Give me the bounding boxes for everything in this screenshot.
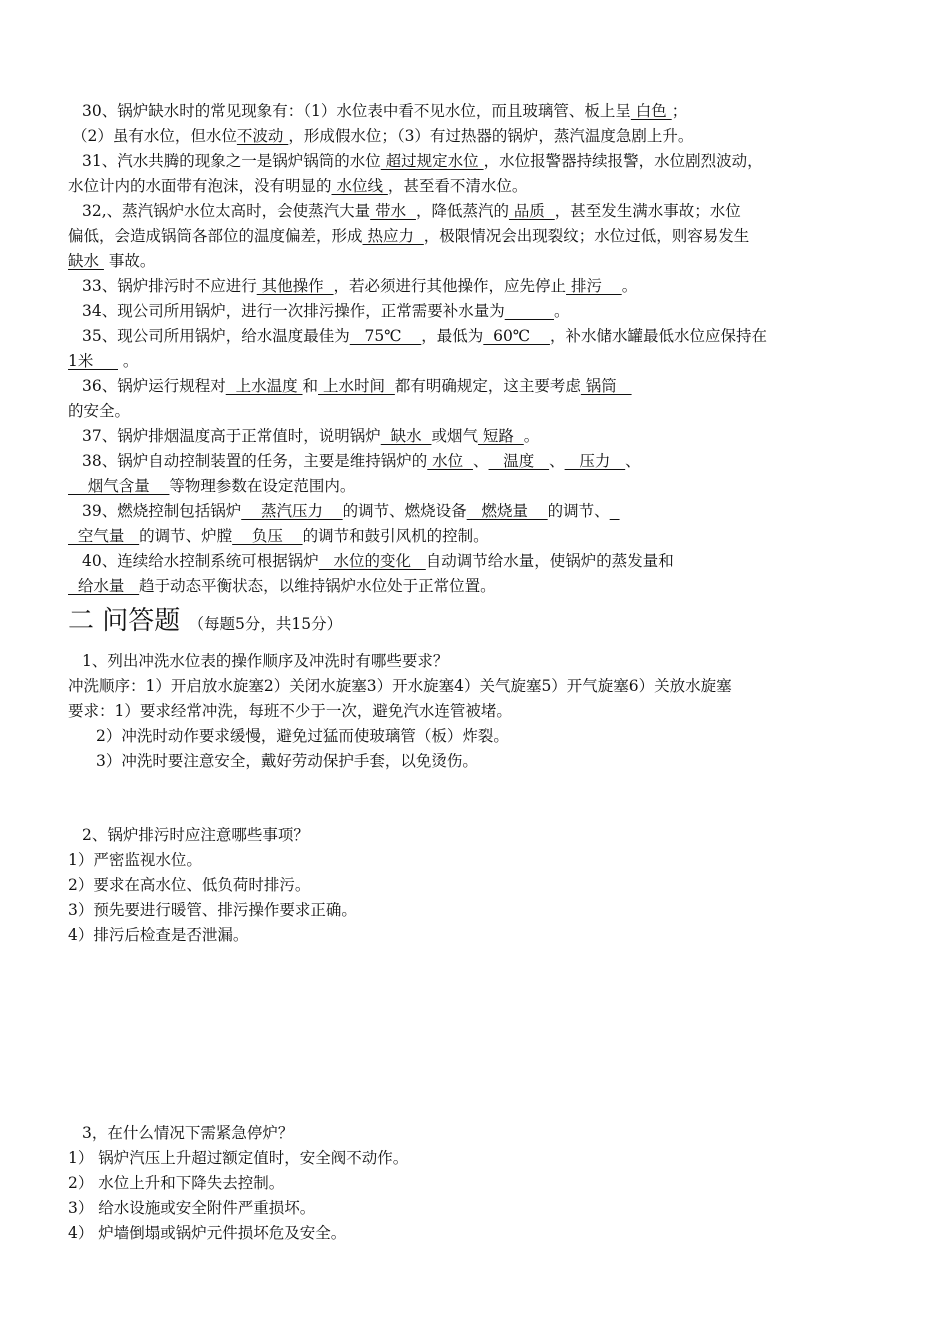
q32-answer-1: 带水 <box>370 202 416 220</box>
qa2-answer-3: 3）预先要进行暖管、排污操作要求正确。 <box>68 901 357 919</box>
qa1-requirement-3: 3）冲洗时要注意安全，戴好劳动保护手套，以免烫伤。 <box>96 752 478 770</box>
q38-answer-2: 温度 <box>488 452 550 470</box>
q36-text: 都有明确规定，这主要考虑 <box>394 377 581 395</box>
q32-answer-3: 热应力 <box>362 227 424 245</box>
q31-line-1 <box>82 150 763 172</box>
q35-answer-2: 60℃ <box>483 327 550 345</box>
qa3-answer-1: 1） 锅炉汽压上升超过额定值时，安全阀不动作。 <box>68 1149 409 1167</box>
q39-line-2 <box>68 525 489 547</box>
q38-text: 、 <box>473 452 489 470</box>
q32-line-2 <box>68 225 749 247</box>
q33-answer-1: 其他操作 <box>256 277 334 295</box>
q34-blank <box>505 302 554 320</box>
q35-text: 。 <box>118 352 139 370</box>
q36-answer-3: 锅筒 <box>580 377 632 395</box>
q35-answer-3: 1米 <box>68 352 118 370</box>
q31-line-2 <box>68 175 527 197</box>
q38-answer-4: 烟气含量 <box>68 477 170 495</box>
q40-text: 自动调节给水量，使锅炉的蒸发量和 <box>425 552 674 570</box>
q34-text: 34、现公司所用锅炉，进行一次排污操作，正常需要补水量为 <box>82 302 505 320</box>
q36-text: 和 <box>302 377 319 395</box>
q38-answer-1: 水位 <box>427 452 474 470</box>
q39-answer-4: 负压 <box>232 527 303 545</box>
q40-answer-1: 水位的变化 <box>318 552 426 570</box>
q37-text: 37、锅炉排烟温度高于正常值时，说明锅炉 <box>82 427 381 445</box>
q33-text: 33、锅炉排污时不应进行 <box>82 277 257 295</box>
q30-answer-2: 不波动 <box>236 127 289 145</box>
q40-line-1 <box>82 550 674 572</box>
q32-text: 偏低，会造成锅筒各部位的温度偏差，形成 <box>68 227 363 245</box>
q37-answer-2: 短路 <box>477 427 524 445</box>
q32-answer-4: 缺水 <box>68 252 104 270</box>
q31-answer-2: 水位线 <box>331 177 388 195</box>
q36-line-2: 的安全。 <box>68 402 131 420</box>
q39-text: 的调节、 <box>547 502 610 520</box>
q32-line-3 <box>68 250 155 272</box>
q35-text: 35、现公司所用锅炉，给水温度最佳为 <box>82 327 350 345</box>
q35-line-2 <box>68 350 138 372</box>
qa1-requirement-2: 2）冲洗时动作要求缓慢，避免过猛而使玻璃管（板）炸裂。 <box>96 727 509 745</box>
q35-text: ，补水储水罐最低水位应保持在 <box>549 327 767 345</box>
q30-text: 30、锅炉缺水时的常见现象有：（1）水位表中看不见水位，而且玻璃管、板上呈 <box>82 102 631 120</box>
qa2-answer-2: 2）要求在高水位、低负荷时排污。 <box>68 876 311 894</box>
q37-text: 。 <box>523 427 540 445</box>
q30-line-1 <box>82 100 687 122</box>
q38-text: 、 <box>549 452 565 470</box>
q31-text: ，甚至看不清水位。 <box>387 177 528 195</box>
q39-text: 的调节和鼓引风机的控制。 <box>302 527 489 545</box>
q34-line <box>82 300 570 322</box>
q39-answer-2: 燃烧量 <box>466 502 548 520</box>
q32-text: ，甚至发生满水事故；水位 <box>554 202 741 220</box>
q30-text: ，形成假水位；（3）有过热器的锅炉，蒸汽温度急剧上升。 <box>288 127 694 145</box>
section-score-note: （每题5分，共15分） <box>188 615 343 633</box>
q32-text: ，降低蒸汽的 <box>415 202 509 220</box>
q35-text: ，最低为 <box>421 327 484 345</box>
q31-text: 31、汽水共腾的现象之一是锅炉锅筒的水位 <box>82 152 381 170</box>
q38-line-1 <box>82 450 641 472</box>
q30-text: （2）虽有水位，但水位 <box>72 127 237 145</box>
section-heading <box>68 604 342 641</box>
qa3-answer-2: 2） 水位上升和下降失去控制。 <box>68 1174 285 1192</box>
q39-answer-3: 空气量 <box>68 527 140 545</box>
q36-line-1 <box>82 375 632 397</box>
q30-text: ； <box>671 102 688 120</box>
qa3-answer-3: 3） 给水设施或安全附件严重损坏。 <box>68 1199 316 1217</box>
q35-answer-1: 75℃ <box>349 327 422 345</box>
q40-answer-2: 给水量 <box>68 577 140 595</box>
q31-text: ，水位报警器持续报警，水位剧烈波动， <box>483 152 763 170</box>
q31-text: 水位计内的水面带有泡沫，没有明显的 <box>68 177 332 195</box>
q40-line-2 <box>68 575 496 597</box>
q39-answer-1: 蒸汽压力 <box>241 502 343 520</box>
q39-line-1 <box>82 500 620 522</box>
q39-text: 的调节、燃烧设备 <box>342 502 467 520</box>
q38-text: 38、锅炉自动控制装置的任务，主要是维持锅炉的 <box>82 452 428 470</box>
q32-line-1 <box>82 200 741 222</box>
q35-line-1 <box>82 325 767 347</box>
q37-text: 或烟气 <box>431 427 478 445</box>
q37-answer-1: 缺水 <box>380 427 432 445</box>
q33-line <box>82 275 637 297</box>
q34-text: 。 <box>554 302 570 320</box>
qa3-answer-4: 4） 炉墙倒塌或锅炉元件损坏危及安全。 <box>68 1224 347 1242</box>
qa2-question: 2、锅炉排污时应注意哪些事项？ <box>82 826 309 844</box>
qa1-order: 冲洗顺序：1）开启放水旋塞2）关闭水旋塞3）开水旋塞4）关气旋塞5）开气旋塞6）关放水旋塞 <box>68 677 732 695</box>
qa2-answer-4: 4）排污后检查是否泄漏。 <box>68 926 249 944</box>
q32-text: 32,、蒸汽锅炉水位太高时，会使蒸汽大量 <box>82 202 371 220</box>
q30-line-2 <box>72 125 693 147</box>
q40-text: 趋于动态平衡状态，以维持锅炉水位处于正常位置。 <box>139 577 496 595</box>
q37-line <box>82 425 539 447</box>
qa2-answer-1: 1）严密监视水位。 <box>68 851 202 869</box>
q36-answer-1: 上水温度 <box>225 377 303 395</box>
q32-text: 事故。 <box>103 252 156 270</box>
q30-answer-1: 白色 <box>630 102 672 120</box>
q32-answer-2: 品质 <box>508 202 555 220</box>
q36-answer-2: 上水时间 <box>318 377 395 395</box>
q32-text: ，极限情况会出现裂纹；水位过低，则容易发生 <box>423 227 750 245</box>
q33-text: 。 <box>621 277 638 295</box>
q38-line-2 <box>68 475 355 497</box>
q39-text: 39、燃烧控制包括锅炉 <box>82 502 242 520</box>
section-title: 二 问答题 <box>68 606 181 636</box>
q33-answer-2: 排污 <box>566 277 622 295</box>
q33-text: ，若必须进行其他操作，应先停止 <box>333 277 567 295</box>
q31-answer-1: 超过规定水位 <box>380 152 484 170</box>
q38-answer-3: 压力 <box>564 452 626 470</box>
qa1-requirement-1: 要求：1）要求经常冲洗，每班不少于一次，避免汽水连管被堵。 <box>68 702 512 720</box>
q39-text: 的调节、炉膛 <box>139 527 233 545</box>
q36-text: 36、锅炉运行规程对 <box>82 377 226 395</box>
q39-blank-trailing <box>610 502 620 520</box>
qa1-question: 1、列出冲洗水位表的操作顺序及冲洗时有哪些要求？ <box>82 652 449 670</box>
q38-text: 、 <box>625 452 641 470</box>
qa3-question: 3，在什么情况下需紧急停炉？ <box>82 1124 294 1142</box>
q38-text: 等物理参数在设定范围内。 <box>169 477 356 495</box>
q40-text: 40、连续给水控制系统可根据锅炉 <box>82 552 319 570</box>
